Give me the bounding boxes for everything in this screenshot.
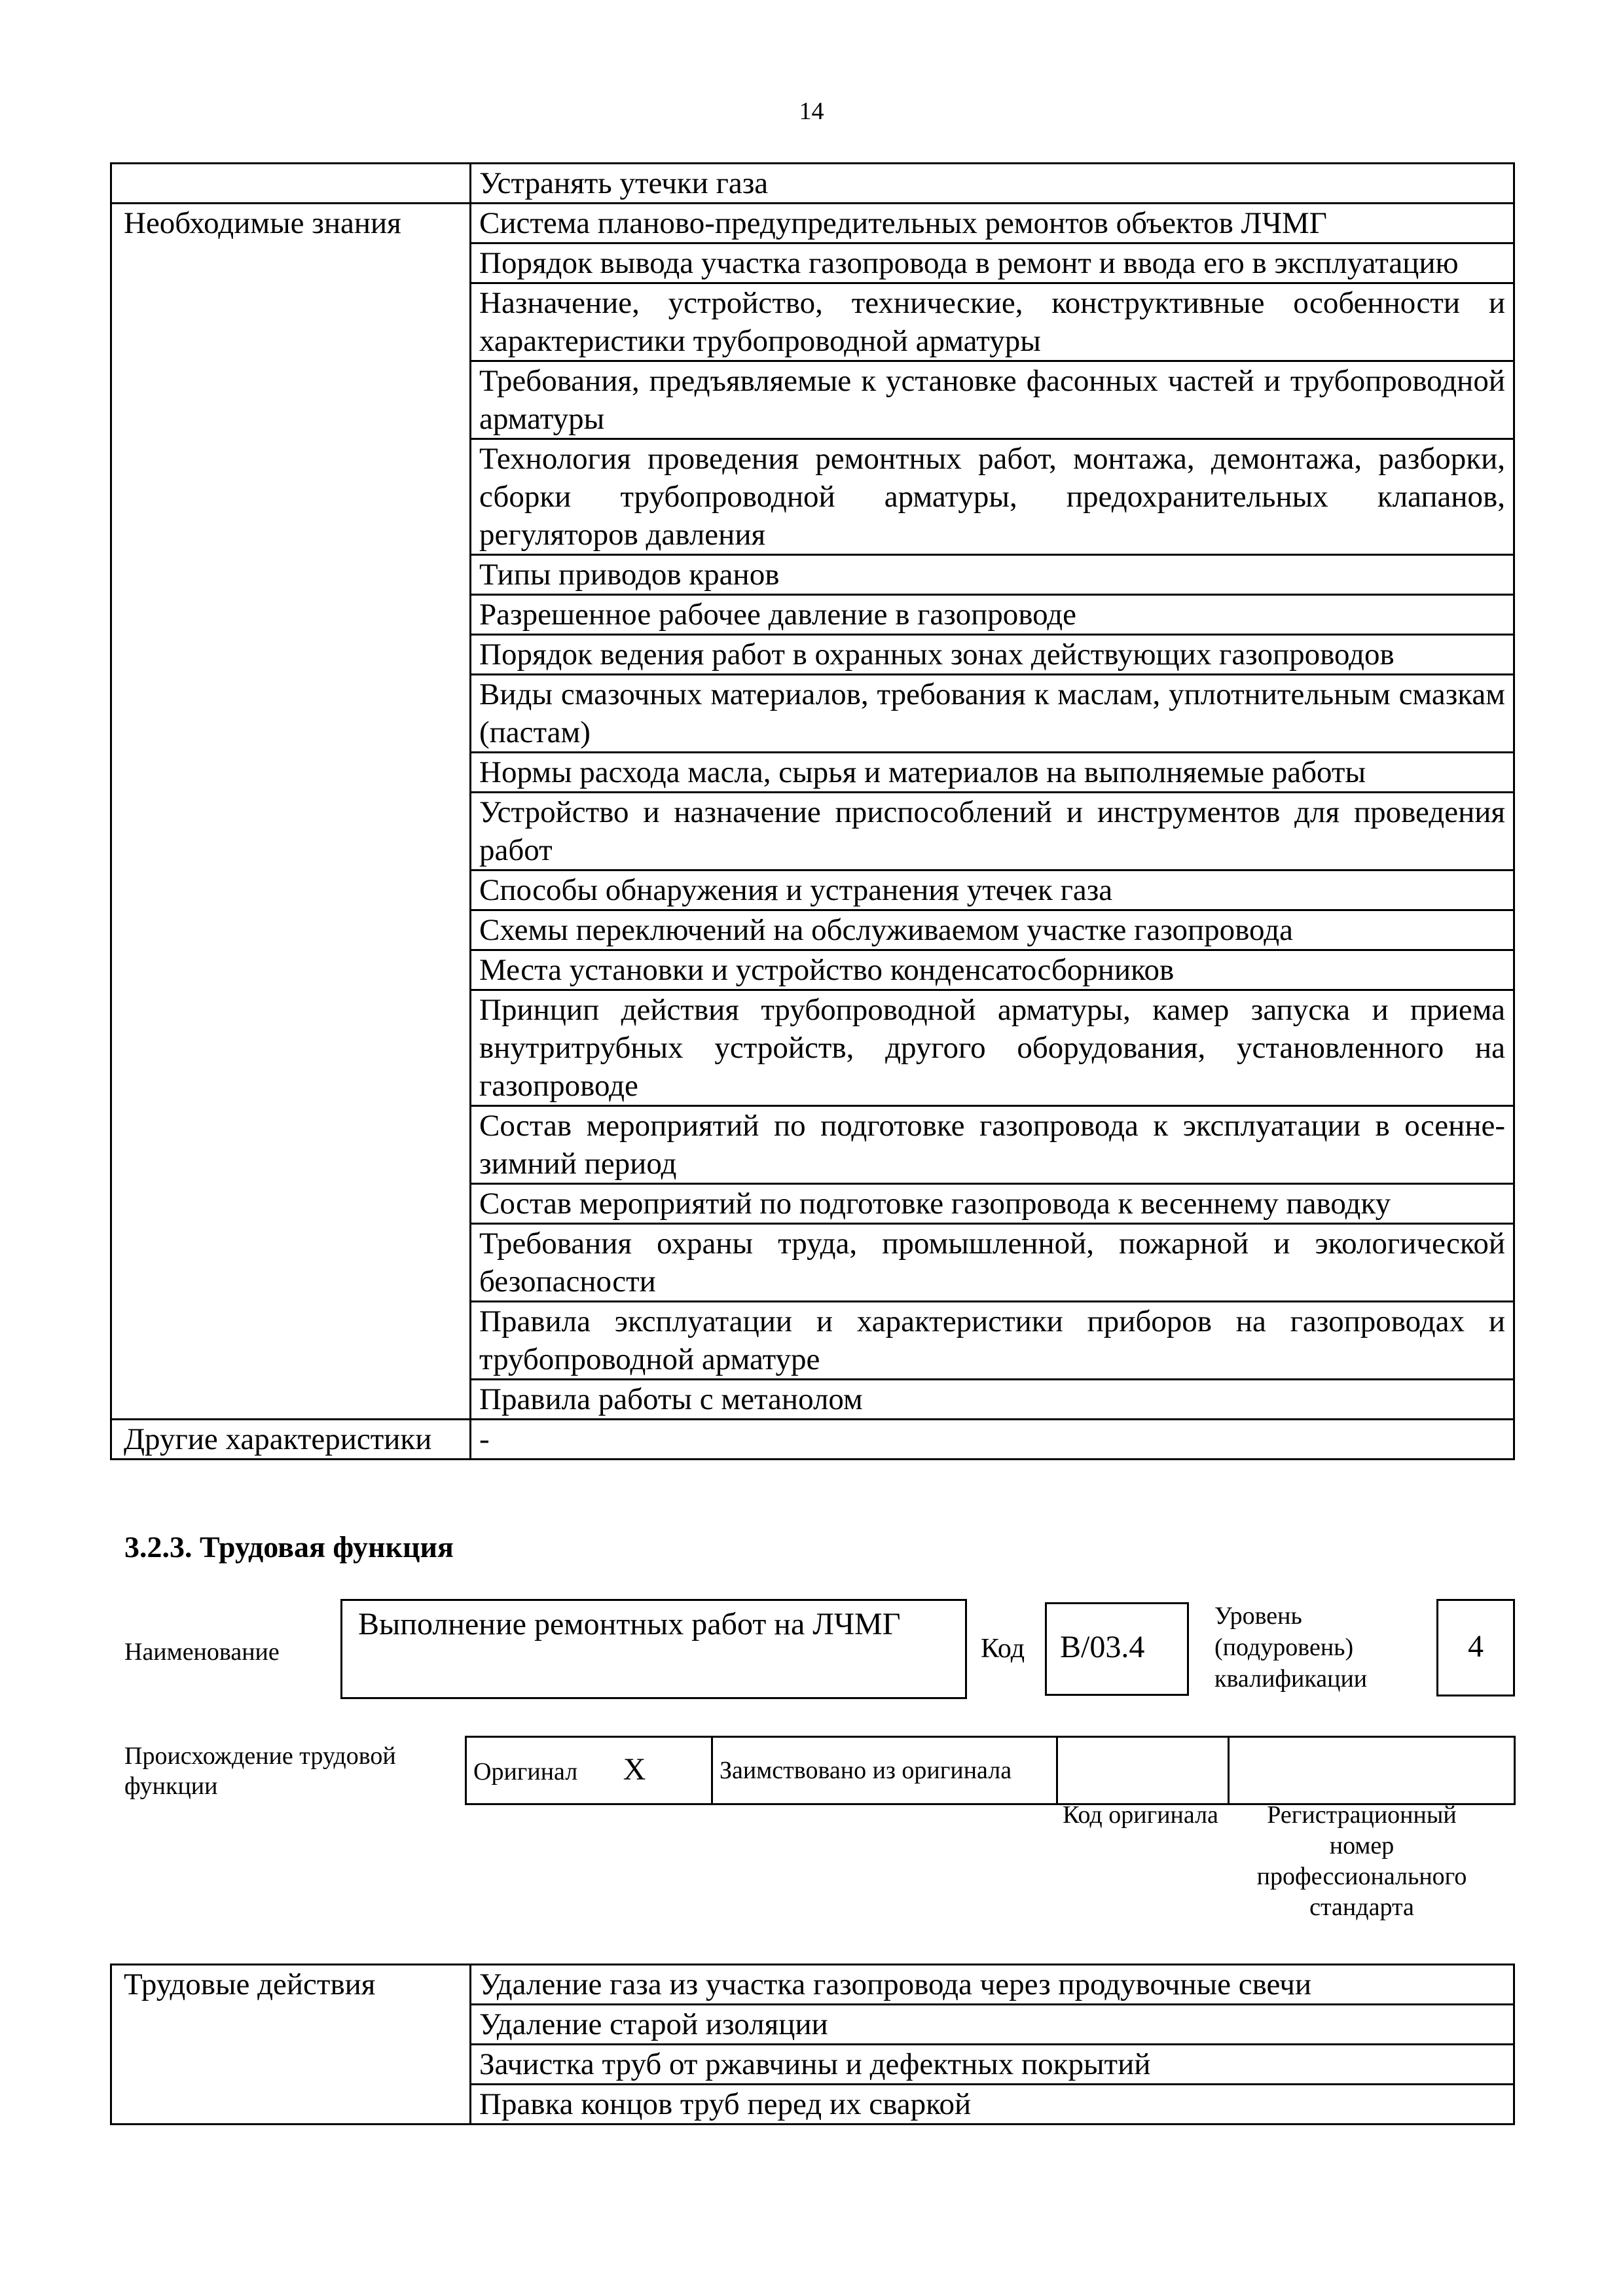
knowledge-item: Порядок ведения работ в охранных зонах действующих газопроводов bbox=[471, 635, 1514, 675]
origin-label: Происхождение трудовой функции bbox=[124, 1742, 396, 1800]
original-mark: X bbox=[623, 1751, 646, 1787]
other-value: - bbox=[471, 1420, 1514, 1460]
name-box bbox=[340, 1599, 967, 1699]
knowledge-item: Способы обнаружения и устранения утечек газа bbox=[471, 870, 1514, 910]
knowledge-item: Принцип действия трубопроводной арматуры, камер запуска и приема внутритрубных устройств, другого оборудования, установленного на газопроводе bbox=[471, 990, 1514, 1106]
knowledge-table bbox=[110, 162, 1515, 1460]
knowledge-item: Система планово-предупредительных ремонтов объектов ЛЧМГ bbox=[471, 204, 1514, 243]
knowledge-item: Нормы расхода масла, сырья и материалов на выполняемые работы bbox=[471, 753, 1514, 793]
action-item: Зачистка труб от ржавчины и дефектных покрытий bbox=[471, 2045, 1514, 2085]
code-original-cell bbox=[1057, 1737, 1229, 1804]
table-row bbox=[111, 204, 1514, 243]
knowledge-item: Разрешенное рабочее давление в газопроводе bbox=[471, 595, 1514, 635]
knowledge-item: Состав мероприятий по подготовке газопровода к эксплуатации в осенне-зимний период bbox=[471, 1106, 1514, 1184]
knowledge-item: Типы приводов кранов bbox=[471, 555, 1514, 595]
code-value: B/03.4 bbox=[1060, 1630, 1145, 1664]
level-value: 4 bbox=[1468, 1629, 1484, 1664]
name-label: Наименование bbox=[124, 1638, 280, 1666]
table-row bbox=[111, 164, 1514, 204]
knowledge-item: Места установки и устройство конденсатосборников bbox=[471, 950, 1514, 990]
reg-number-caption: Регистрационный номер профессионального стандарта bbox=[1256, 1801, 1467, 1921]
knowledge-item: Правила работы с метанолом bbox=[471, 1380, 1514, 1420]
level-label bbox=[1214, 1600, 1367, 1695]
knowledge-label: Необходимые знания bbox=[111, 204, 471, 1420]
original-cell bbox=[466, 1737, 712, 1804]
reg-number-cell bbox=[1229, 1737, 1515, 1804]
code-original-caption: Код оригинала bbox=[1063, 1801, 1218, 1829]
knowledge-item: Назначение, устройство, технические, конструктивные особенности и характеристики трубопроводной арматуры bbox=[471, 283, 1514, 361]
other-label: Другие характеристики bbox=[111, 1420, 471, 1460]
action-item: Удаление старой изоляции bbox=[471, 2005, 1514, 2045]
section-title: 3.2.3. Трудовая функция bbox=[124, 1530, 454, 1564]
empty-label-cell bbox=[111, 164, 471, 204]
knowledge-item: Требования охраны труда, промышленной, пожарной и экологической безопасности bbox=[471, 1224, 1514, 1302]
name-value: Выполнение ремонтных работ на ЛЧМГ bbox=[358, 1607, 901, 1641]
knowledge-item: Устройство и назначение приспособлений и инструментов для проведения работ bbox=[471, 793, 1514, 870]
knowledge-item: Требования, предъявляемые к установке фасонных частей и трубопроводной арматуры bbox=[471, 361, 1514, 439]
knowledge-item: Порядок вывода участка газопровода в ремонт и ввода его в эксплуатацию bbox=[471, 243, 1514, 283]
page-number: 14 bbox=[799, 98, 824, 125]
action-item: Правка концов труб перед их сваркой bbox=[471, 2085, 1514, 2125]
original-label: Оригинал bbox=[473, 1757, 578, 1785]
level-label-line: квалификации bbox=[1214, 1665, 1368, 1693]
knowledge-item: Состав мероприятий по подготовке газопровода к весеннему паводку bbox=[471, 1184, 1514, 1224]
knowledge-item: Правила эксплуатации и характеристики приборов на газопроводах и трубопроводной арматуре bbox=[471, 1302, 1514, 1380]
table-row bbox=[111, 1420, 1514, 1460]
knowledge-item: Схемы переключений на обслуживаемом участке газопровода bbox=[471, 910, 1514, 950]
action-item: Удаление газа из участка газопровода через продувочные свечи bbox=[471, 1965, 1514, 2005]
level-label-line: (подуровень) bbox=[1214, 1634, 1354, 1661]
level-box bbox=[1436, 1599, 1515, 1696]
actions-table bbox=[110, 1964, 1515, 2125]
origin-table bbox=[465, 1736, 1516, 1805]
level-label-line: Уровень bbox=[1214, 1602, 1302, 1630]
code-label: Код bbox=[981, 1634, 1025, 1664]
code-box bbox=[1045, 1602, 1189, 1696]
knowledge-item: Виды смазочных материалов, требования к маслам, уплотнительным смазкам (пастам) bbox=[471, 675, 1514, 753]
skill-cell: Устранять утечки газа bbox=[471, 164, 1514, 204]
knowledge-item: Технология проведения ремонтных работ, монтажа, демонтажа, разборки, сборки трубопроводной арматуры, предохранительных клапанов, регуляторов давления bbox=[471, 439, 1514, 555]
actions-label: Трудовые действия bbox=[111, 1965, 471, 2125]
table-row bbox=[111, 1965, 1514, 2005]
table-row bbox=[466, 1737, 1515, 1804]
borrowed-label: Заимствовано из оригинала bbox=[712, 1737, 1057, 1804]
